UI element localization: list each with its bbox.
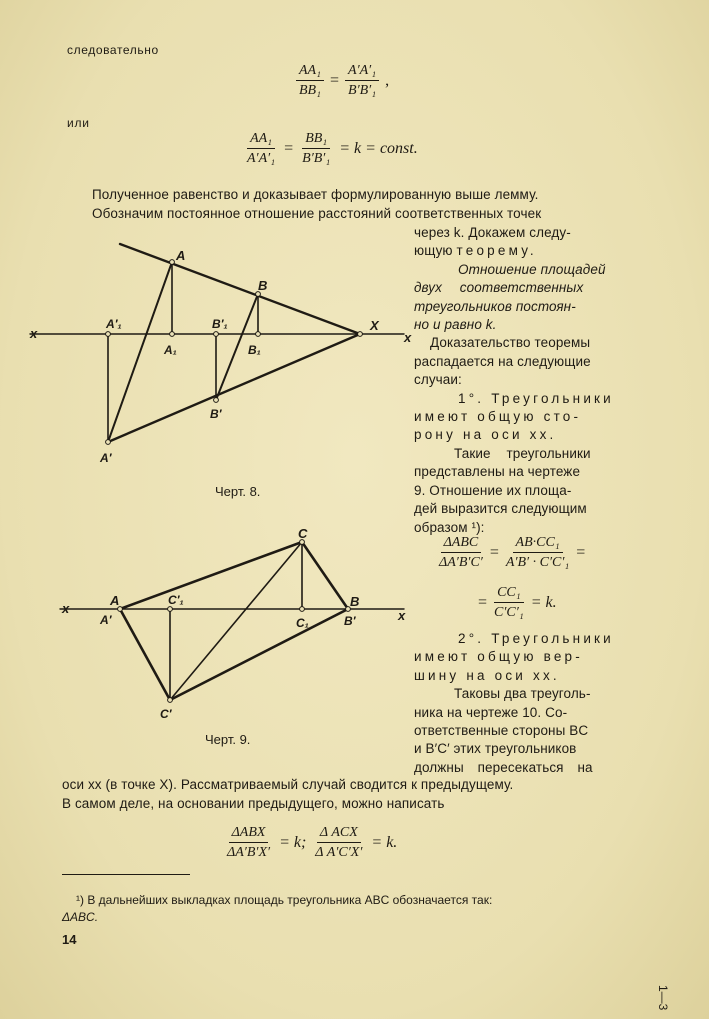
- case1-heading-3: рону на оси xx.: [414, 427, 557, 443]
- rc-line-15: 9. Отношение их площа-: [414, 482, 572, 498]
- fig8-label-A: A: [176, 248, 186, 263]
- f5-eq: = k;: [279, 833, 307, 851]
- figure-9: [52, 528, 412, 724]
- word-teoremu: теорему.: [456, 243, 537, 259]
- fig8-point-Bp: [214, 398, 219, 403]
- formula-ratio-2: [244, 130, 418, 167]
- fig9-label-Bp: B′: [344, 614, 356, 628]
- fig8-point-A1p: [106, 332, 111, 337]
- rc-line-8: распадается на следующие: [414, 353, 591, 369]
- fig8-point-B1: [256, 332, 261, 337]
- f2-num2: BB₁: [302, 130, 330, 149]
- f5-num2: Δ ACX: [317, 824, 361, 843]
- bottom-line-1: оси xx (в точке X). Рассматриваемый случай сводится к предыдущему.: [62, 777, 514, 792]
- paragraph-lemma-line1: Полученное равенство и доказывает формулированную выше лемму.: [92, 187, 539, 202]
- f3-den2: A′B′ · C′C′₁: [505, 555, 570, 570]
- fig8-point-A1: [170, 332, 175, 337]
- fig9-label-A: A: [110, 593, 120, 608]
- f2-tail: = k = const.: [339, 139, 418, 157]
- f3-eq: =: [489, 543, 499, 561]
- fig9-label-x-left: x: [62, 601, 70, 616]
- theorem-line-2: двух соответственных: [414, 280, 584, 296]
- fig8-label-Ap: A′: [100, 451, 112, 465]
- fig8-point-B1p: [214, 332, 219, 337]
- formula-area-ratio: [436, 534, 585, 571]
- rc2-line-5: ника на чертеже 10. Со-: [414, 704, 568, 720]
- right-column-case2: [414, 630, 640, 777]
- fig9-label-x-right: x: [398, 608, 406, 623]
- right-column: [414, 224, 640, 537]
- case1-heading-1: 1°. Треугольники: [458, 390, 614, 406]
- theorem-line-4: но и равно k.: [414, 317, 497, 333]
- case2-heading-1: 2°. Треугольники: [458, 631, 614, 646]
- fig8-line-ApX: [108, 334, 360, 442]
- f5-num1: ΔABX: [229, 824, 269, 843]
- rc-line-7: Доказательство теоремы: [430, 335, 591, 351]
- f4-den1: C′C′₁: [494, 605, 524, 620]
- rc2-line-4: Таковы два треуголь-: [454, 686, 591, 702]
- fig8-label-x-left: x: [30, 326, 38, 341]
- footnote-line-1: ¹) В дальнейших выкладках площадь треугольника ABC обозначается так:: [76, 893, 493, 907]
- case2-heading-2: имеют общую вер-: [414, 649, 583, 665]
- case1-heading-2: имеют общую сто-: [414, 409, 582, 425]
- theorem-line-3: треугольников постоян-: [414, 298, 576, 314]
- f3-tail: =: [576, 543, 586, 561]
- fig8-label-x-right: x: [404, 330, 412, 345]
- fig8-label-B1p: B′₁: [212, 317, 228, 331]
- f3-num1: ΔABC: [441, 534, 482, 553]
- fig9-label-Ap: A′: [100, 613, 112, 627]
- fig9-label-C: C: [298, 528, 308, 541]
- rc2-line-8: должны пересекаться на: [414, 759, 593, 775]
- case2-heading-3: шину на оси xx.: [414, 667, 560, 683]
- rc2-line-7: и B′C′ этих треугольников: [414, 741, 577, 757]
- fig8-label-Bp: B′: [210, 407, 222, 421]
- rc-line-2: ющую теорему.: [414, 243, 537, 259]
- rc-line-9: случаи:: [414, 372, 462, 388]
- fig8-label-A1: A₁: [164, 343, 177, 357]
- figure-8: [20, 232, 414, 480]
- fig8-point-X: [358, 332, 363, 337]
- fig9-label-B: B: [350, 594, 360, 609]
- fig9-label-C1p: C′₁: [168, 593, 184, 607]
- rc-line-13: Такие треугольники: [454, 445, 591, 461]
- word-sledovatelno: следовательно: [67, 43, 159, 57]
- page-number: 14: [62, 932, 77, 947]
- fig9-triangle-ABC: [120, 542, 348, 609]
- fig8-line-AX: [120, 244, 360, 334]
- formula-ratio-1: [296, 62, 389, 99]
- fig8-line-AAp: [108, 262, 172, 442]
- fig8-point-Ap: [106, 440, 111, 445]
- fig9-point-Cp: [168, 698, 173, 703]
- f5-den2: Δ A′C′X′: [315, 845, 363, 860]
- f4-num1: CC₁: [494, 584, 524, 603]
- word-ili: или: [67, 116, 90, 130]
- f5-tail: = k.: [371, 833, 398, 851]
- rc-line-14: представлены на чертеже: [414, 464, 581, 480]
- footnote-line-2: ΔABC.: [62, 910, 99, 924]
- paragraph-lemma-line2: Обозначим постоянное отношение расстояний соответственных точек: [92, 206, 542, 221]
- fig9-label-Cp: C′: [160, 707, 172, 721]
- f3-den1: ΔA′B′C′: [439, 555, 483, 570]
- theorem-line-1: Отношение площадей: [458, 261, 606, 277]
- f2-eq: =: [284, 139, 294, 157]
- rc2-line-6: ответственные стороны BC: [414, 723, 589, 739]
- f2-den2: B′B′₁: [302, 151, 331, 166]
- fig8-label-X: X: [370, 318, 379, 333]
- side-mark: 1—3: [656, 985, 670, 1011]
- f1-eq: =: [329, 71, 340, 89]
- rc-line-17: образом ¹):: [414, 519, 485, 535]
- figure-9-caption: Черт. 9.: [205, 732, 251, 747]
- f5-den1: ΔA′B′X′: [227, 845, 271, 860]
- fig9-point-C1: [300, 607, 305, 612]
- fig8-label-A1p: A′₁: [106, 317, 122, 331]
- f1-num1: AA₁: [296, 62, 324, 81]
- fig8-label-B: B: [258, 278, 268, 293]
- fig9-label-C1: C₁: [296, 616, 309, 630]
- f4-lead: =: [478, 593, 488, 611]
- f2-den1: A′A′₁: [247, 151, 276, 166]
- f2-num1: AA₁: [247, 130, 275, 149]
- f4-tail: = k.: [530, 593, 557, 611]
- f3-num2: AB·CC₁: [513, 534, 563, 553]
- footnote: [62, 892, 642, 926]
- f1-num2: A′A′₁: [345, 62, 379, 81]
- bottom-line-2: В самом деле, на основании предыдущего, можно написать: [62, 796, 445, 811]
- fig9-point-C1p: [168, 607, 173, 612]
- fig8-label-B1: B₁: [248, 343, 261, 357]
- f1-den1: BB₁: [299, 83, 321, 98]
- formula-xx-ratios: [224, 824, 397, 861]
- fig8-point-A: [170, 260, 175, 265]
- formula-area-ratio-cont: [478, 584, 557, 621]
- rc-line-16: дей выразится следующим: [414, 501, 587, 517]
- f1-den2: B′B′₁: [348, 83, 377, 98]
- rc-line-1: через k. Докажем следу-: [414, 225, 571, 240]
- figure-8-caption: Черт. 8.: [215, 484, 261, 499]
- f1-tail: ,: [385, 71, 390, 89]
- footnote-rule: [62, 874, 190, 875]
